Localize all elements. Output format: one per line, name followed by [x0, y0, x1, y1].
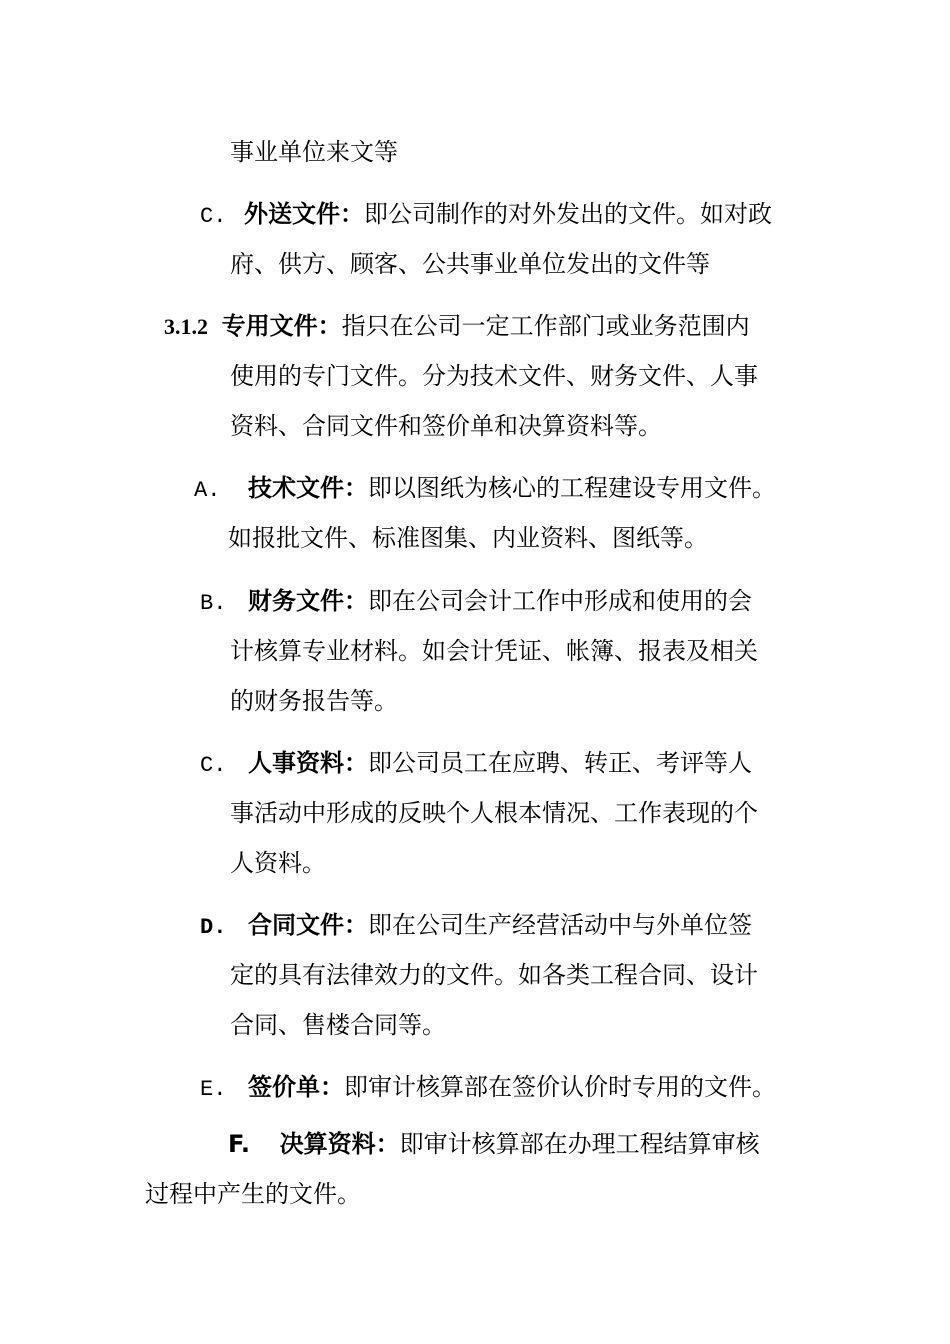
- text-line: [230, 635, 758, 667]
- list-label: D.: [200, 915, 227, 940]
- term-heading: 外送文件：: [244, 200, 365, 228]
- body-text: 即在公司生产经营活动中与外单位签: [368, 911, 753, 939]
- body-text: 指只在公司一定工作部门或业务范围内: [341, 312, 750, 340]
- term-heading: 专用文件：: [221, 312, 342, 340]
- list-item-d-contract: [200, 909, 752, 941]
- list-label: E.: [200, 1077, 227, 1102]
- body-text: 即在公司会计工作中形成和使用的会: [368, 587, 753, 615]
- list-item-a-technical: [194, 472, 776, 504]
- body-text: 事活动中形成的反映个人根本情况、工作表现的个: [230, 799, 758, 827]
- body-text: 使用的专门文件。分为技术文件、财务文件、人事: [230, 362, 758, 390]
- body-text: 即审计核算部在办理工程结算审核: [399, 1130, 760, 1158]
- body-text: 人资料。: [230, 849, 326, 877]
- list-label: B.: [200, 591, 227, 616]
- list-item-e-price-sheet: [200, 1071, 776, 1103]
- term-heading: 技术文件：: [248, 474, 369, 502]
- body-text: 的财务报告等。: [230, 687, 398, 715]
- list-item-c-personnel: [200, 747, 752, 779]
- list-item-b-finance: [200, 585, 752, 617]
- list-item-c-outgoing: [200, 198, 772, 230]
- body-text: 合同、售楼合同等。: [230, 1011, 446, 1039]
- text-line: [230, 797, 758, 829]
- text-line: [230, 959, 758, 991]
- body-text: 定的具有法律效力的文件。如各类工程合同、设计: [230, 961, 758, 989]
- list-item-f-final-accounts: [228, 1128, 760, 1160]
- body-text: 计核算专业材料。如会计凭证、帐簿、报表及相关: [230, 637, 758, 665]
- text-line: [230, 847, 326, 879]
- body-text: 即公司制作的对外发出的文件。如对政: [364, 200, 773, 228]
- list-label: F.: [228, 1130, 250, 1158]
- term-heading: 合同文件：: [248, 911, 369, 939]
- text-line: [230, 410, 662, 442]
- body-text: 如报批文件、标准图集、内业资料、图纸等。: [228, 524, 708, 552]
- list-label: A.: [194, 478, 221, 503]
- body-text: 即公司员工在应聘、转正、考评等人: [368, 749, 753, 777]
- body-text: 事业单位来文等: [230, 138, 398, 166]
- section-3-1-2: [164, 310, 750, 342]
- section-number: 3.1.2: [164, 314, 208, 339]
- term-heading: 人事资料：: [248, 749, 369, 777]
- text-line: [230, 248, 710, 280]
- text-line: [228, 522, 708, 554]
- body-text: 过程中产生的文件。: [145, 1180, 361, 1208]
- text-line: [230, 685, 398, 717]
- term-heading: 签价单：: [248, 1073, 345, 1101]
- text-line: [145, 1178, 361, 1210]
- text-line: [230, 136, 398, 168]
- body-text: 即审计核算部在签价认价时专用的文件。: [344, 1073, 777, 1101]
- term-heading: 财务文件：: [248, 587, 369, 615]
- text-line: [230, 360, 758, 392]
- body-text: 资料、合同文件和签价单和决算资料等。: [230, 412, 662, 440]
- list-label: C.: [200, 204, 227, 229]
- text-line: [230, 1009, 446, 1041]
- term-heading: 决算资料：: [279, 1130, 400, 1158]
- body-text: 府、供方、顾客、公共事业单位发出的文件等: [230, 250, 710, 278]
- list-label: C.: [200, 753, 227, 778]
- body-text: 即以图纸为核心的工程建设专用文件。: [368, 474, 777, 502]
